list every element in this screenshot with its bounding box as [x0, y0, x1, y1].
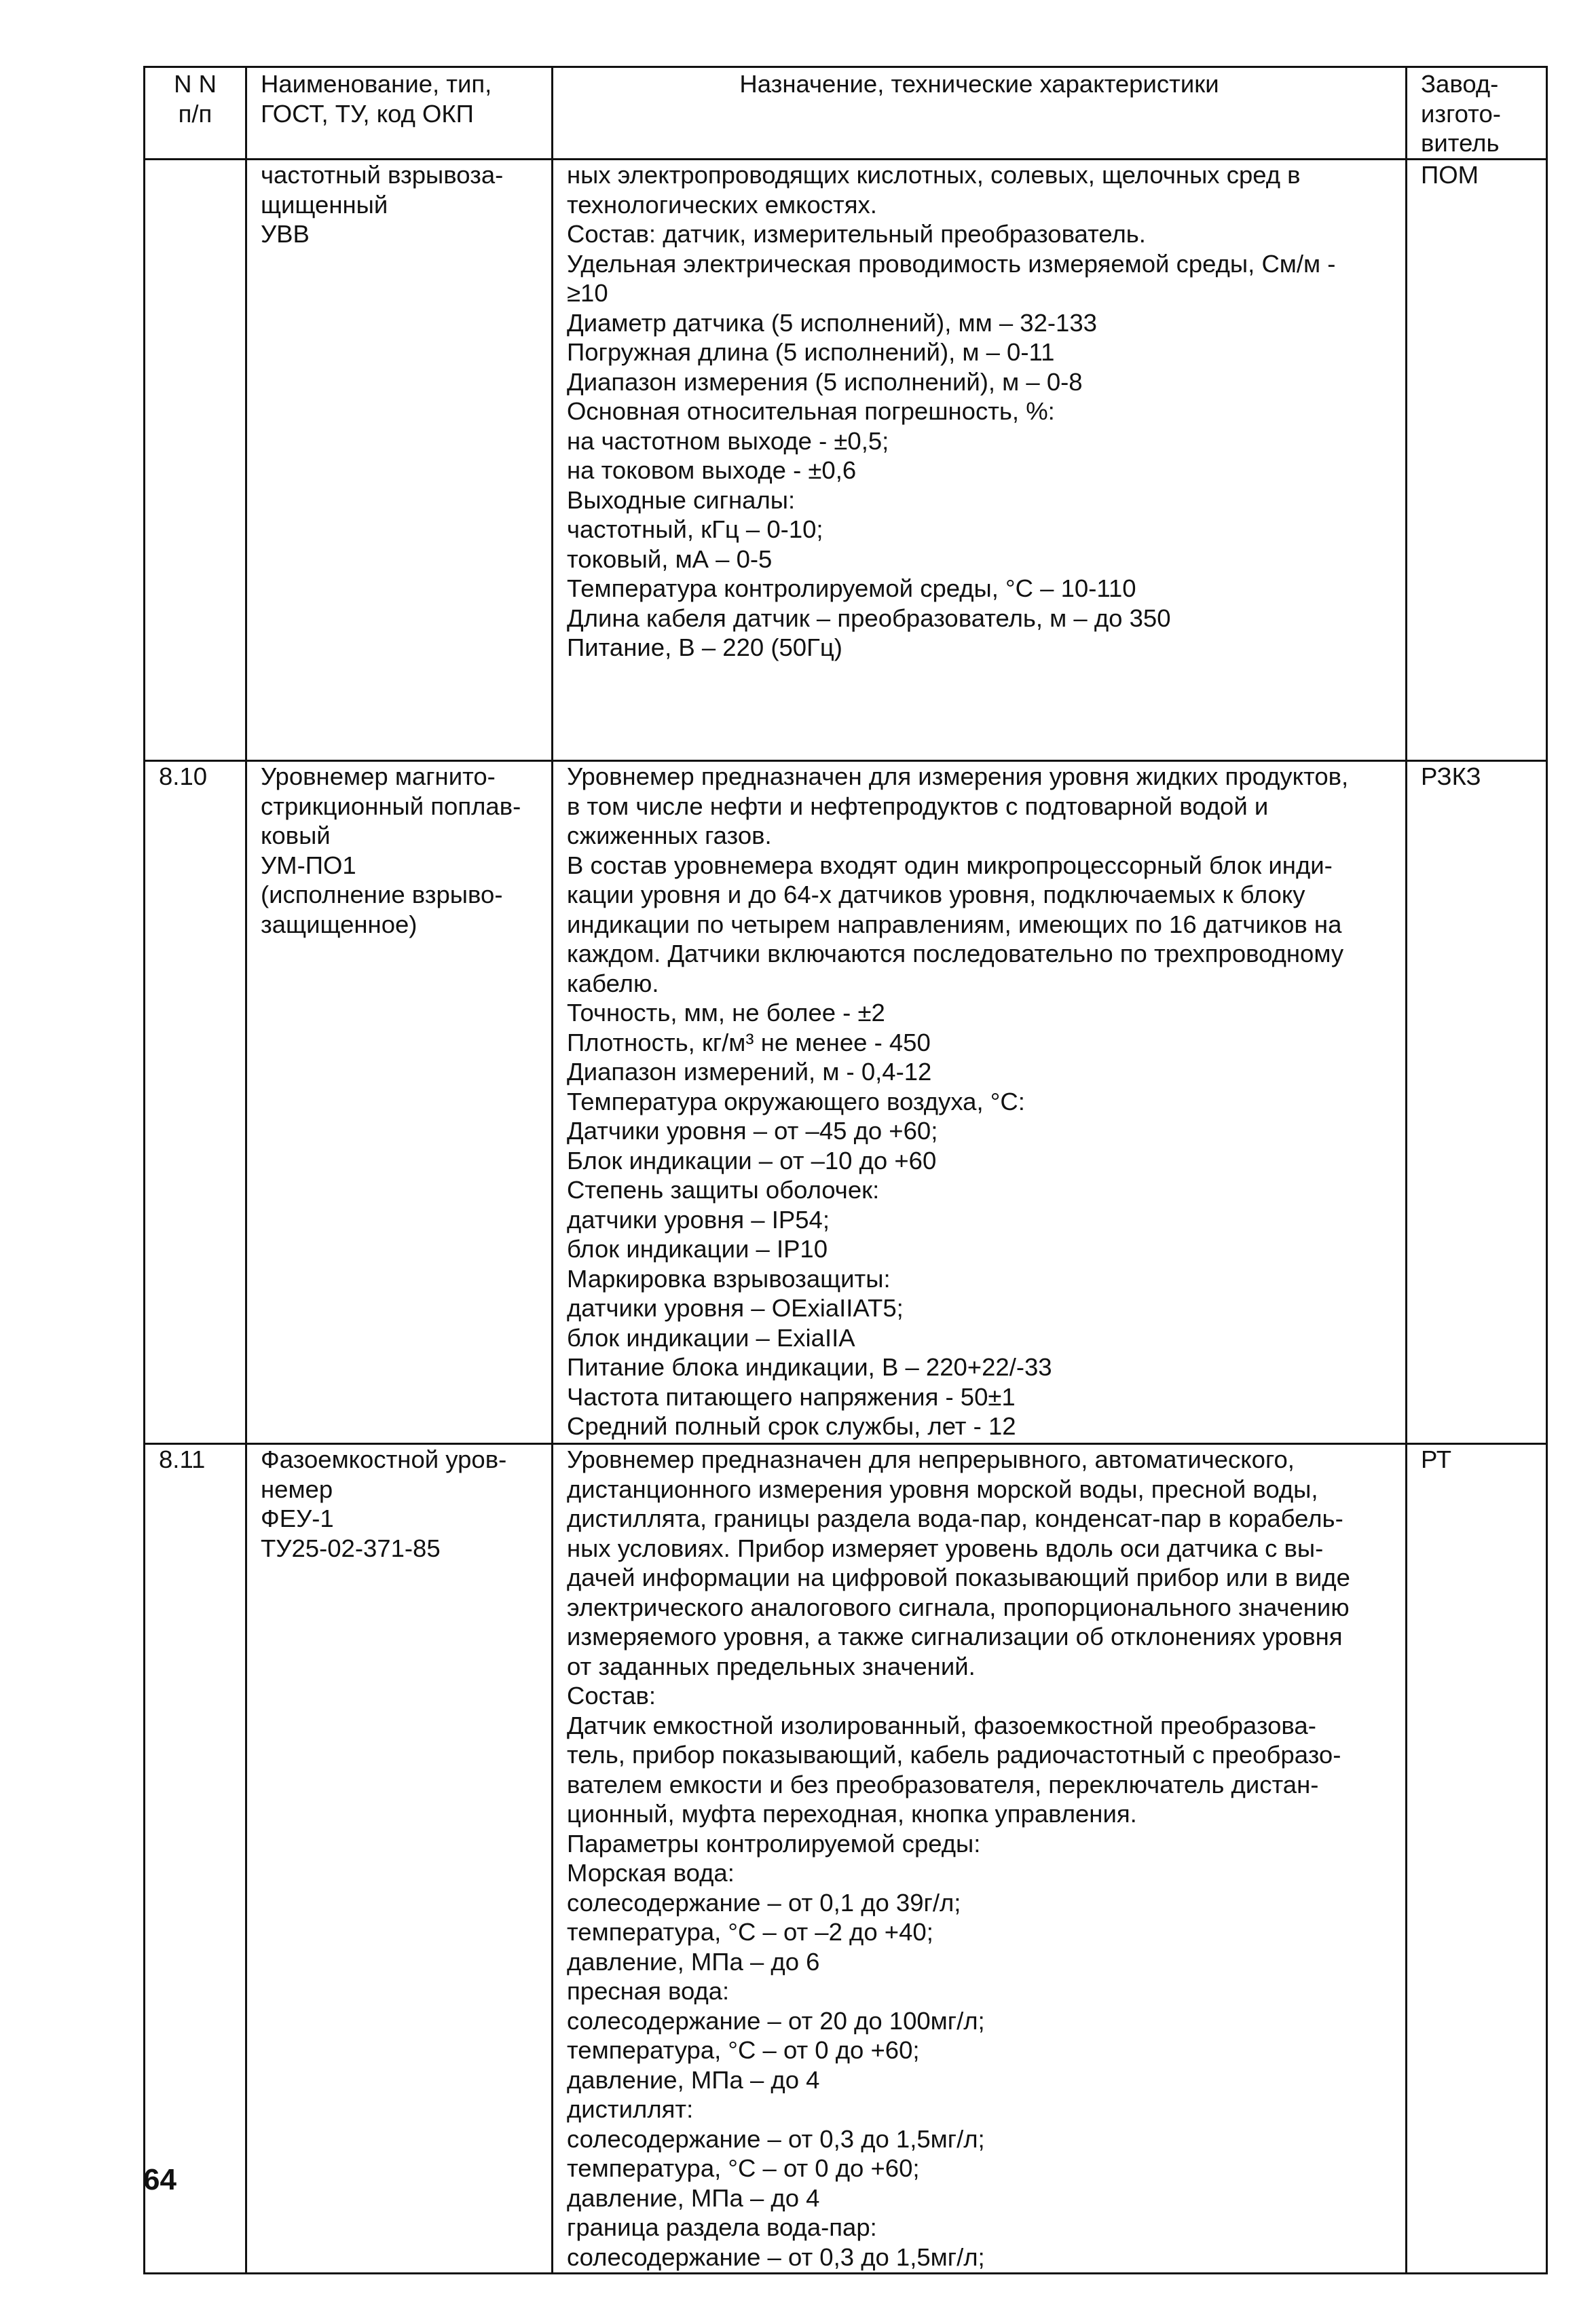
header-number [145, 67, 246, 160]
row-name-cell [246, 160, 553, 761]
text-line: от заданных предельных значений. [567, 1652, 976, 1680]
text-line: РЗКЗ [1421, 762, 1481, 790]
text-line: Состав: датчик, измерительный преобразователь. [567, 220, 1146, 248]
text-line: защищенное) [261, 910, 417, 938]
header-manufacturer [1407, 67, 1547, 160]
text-line: Параметры контролируемой среды: [567, 1829, 981, 1858]
text-line: Диапазон измерения (5 исполнений), м – 0-8 [567, 367, 1083, 396]
text-line: РТ [1421, 1445, 1452, 1473]
row-name-cell [246, 1444, 553, 2274]
table-row [145, 761, 1547, 1444]
text-line: солесодержание – от 0,1 до 39г/л; [567, 1888, 961, 1917]
text-line: датчики уровня – IP54; [567, 1205, 830, 1234]
text-line: Питание, В – 220 (50Гц) [567, 633, 842, 661]
text-line: В состав уровнемера входят один микропроцессорный блок инди- [567, 851, 1333, 879]
text-line: ционный, муфта переходная, кнопка управления. [567, 1800, 1137, 1828]
text-line: ТУ25-02-371-85 [261, 1534, 441, 1562]
row-number-cell [145, 1444, 246, 2274]
page-number: 64 [143, 2163, 177, 2196]
text-line: давление, МПа – до 4 [567, 2183, 820, 2212]
text-line: измеряемого уровня, а также сигнализации об отклонениях уровня [567, 1623, 1343, 1650]
table-row [145, 160, 1547, 761]
text-line: датчики уровня – OExiaIIAT5; [567, 1294, 904, 1322]
text-line: кации уровня и до 64-х датчиков уровня, подключаемых к блоку [567, 881, 1305, 908]
text-line: ≥10 [567, 279, 608, 307]
header-characteristics [553, 67, 1407, 160]
text-line: дистиллята, границы раздела вода-пар, конденсат-пар в корабель- [567, 1505, 1343, 1532]
text-line: Фазоемкостной уров- [261, 1445, 507, 1473]
text-line: щищенный [261, 190, 388, 219]
row-characteristics-cell [553, 160, 1407, 761]
row-characteristics-cell [553, 761, 1407, 1444]
text-line: N N [174, 70, 217, 98]
text-line: температура, °С – от –2 до +40; [567, 1918, 933, 1946]
text-line: Завод- [1421, 70, 1499, 98]
text-line: индикации по четырем направлениям, имеющих по 16 датчиков на [567, 910, 1342, 938]
table-header-row [145, 67, 1547, 160]
text-line: п/п [178, 99, 212, 128]
text-line: ГОСТ, ТУ, код ОКП [261, 99, 474, 128]
equipment-spec-table [143, 66, 1548, 2274]
text-line: электрического аналогового сигнала, пропорционального значению [567, 1593, 1350, 1621]
text-line: Основная относительная погрешность, %: [567, 397, 1055, 425]
text-line: дачей информации на цифровой показывающий прибор или в виде [567, 1564, 1350, 1591]
text-line: изгото- [1421, 99, 1501, 128]
text-line: частотный взрывоза- [261, 161, 504, 189]
text-line: температура, °С – от 0 до +60; [567, 2036, 920, 2064]
text-line: давление, МПа – до 4 [567, 2065, 820, 2094]
text-line: Плотность, кг/м³ не менее - 450 [567, 1028, 931, 1056]
text-line: Температура контролируемой среды, °С – 10-110 [567, 574, 1136, 602]
text-line: УВВ [261, 220, 310, 248]
text-line: токовый, мА – 0-5 [567, 545, 773, 573]
text-line: Блок индикации – от –10 до +60 [567, 1146, 937, 1175]
text-line: (исполнение взрыво- [261, 881, 503, 908]
row-manufacturer-cell [1407, 160, 1547, 761]
row-number-cell [145, 160, 246, 761]
text-line: Температура окружающего воздуха, °С: [567, 1087, 1025, 1115]
text-line: пресная вода: [567, 1977, 730, 2005]
text-line: солесодержание – от 0,3 до 1,5мг/л; [567, 2124, 985, 2153]
text-line: Выходные сигналы: [567, 485, 796, 514]
text-line: ковый [261, 822, 331, 849]
row-number-cell [145, 761, 246, 1444]
text-line: Уровнемер предназначен для измерения уровня жидких продуктов, [567, 762, 1349, 790]
text-line: граница раздела вода-пар: [567, 2213, 877, 2241]
text-line: 8.11 [159, 1445, 206, 1473]
text-line: стрикционный поплав- [261, 792, 521, 820]
text-line: ных условиях. Прибор измеряет уровень вдоль оси датчика с вы- [567, 1534, 1324, 1562]
text-line: УМ-ПО1 [261, 851, 356, 879]
text-line: ФЕУ-1 [261, 1505, 334, 1532]
text-line: вателем емкости и без преобразователя, переключатель дистан- [567, 1770, 1319, 1798]
text-line: Точность, мм, не более - ±2 [567, 999, 885, 1027]
text-line: каждом. Датчики включаются последовательно по трехпроводному [567, 940, 1344, 967]
text-line: Длина кабеля датчик – преобразователь, м – до 350 [567, 604, 1171, 632]
text-line: сжиженных газов. [567, 822, 772, 849]
text-line: температура, °С – от 0 до +60; [567, 2154, 920, 2182]
text-line: Датчик емкостной изолированный, фазоемкостной преобразова- [567, 1711, 1316, 1739]
text-line: Состав: [567, 1682, 656, 1710]
text-line: солесодержание – от 0,3 до 1,5мг/л; [567, 2243, 985, 2271]
text-line: Морская вода: [567, 1859, 735, 1887]
table-row [145, 1444, 1547, 2274]
text-line: Степень защиты оболочек: [567, 1176, 880, 1204]
text-line: ных электропроводящих кислотных, солевых, щелочных сред в [567, 161, 1301, 189]
text-line: Питание блока индикации, В – 220+22/-33 [567, 1353, 1052, 1381]
row-characteristics-cell [553, 1444, 1407, 2274]
text-line: дистанционного измерения уровня морской воды, пресной воды, [567, 1475, 1318, 1503]
text-line: Диапазон измерений, м - 0,4-12 [567, 1058, 932, 1086]
text-line: на частотном выходе - ±0,5; [567, 426, 889, 455]
text-line: кабелю. [567, 969, 659, 997]
text-line: Удельная электрическая проводимость измеряемой среды, См/м - [567, 249, 1336, 278]
text-line: Средний полный срок службы, лет - 12 [567, 1412, 1016, 1440]
row-manufacturer-cell [1407, 761, 1547, 1444]
text-line: Наименование, тип, [261, 70, 492, 98]
text-line: витель [1421, 129, 1500, 157]
text-line: Погружная длина (5 исполнений), м – 0-11 [567, 338, 1055, 366]
text-line: солесодержание – от 20 до 100мг/л; [567, 2006, 985, 2035]
text-line: блок индикации – IP10 [567, 1235, 828, 1263]
row-manufacturer-cell [1407, 1444, 1547, 2274]
text-line: на токовом выходе - ±0,6 [567, 456, 857, 484]
text-line: тель, прибор показывающий, кабель радиочастотный с преобразо- [567, 1741, 1341, 1769]
text-line: Уровнемер магнито- [261, 762, 496, 790]
text-line: дистиллят: [567, 2095, 694, 2123]
text-line: Датчики уровня – от –45 до +60; [567, 1117, 938, 1145]
text-line: Назначение, технические характеристики [739, 70, 1219, 98]
header-name [246, 67, 553, 160]
text-line: ПОМ [1421, 161, 1479, 189]
text-line: в том числе нефти и нефтепродуктов с подтоварной водой и [567, 792, 1269, 820]
text-line: Диаметр датчика (5 исполнений), мм – 32-133 [567, 308, 1097, 337]
text-line: технологических емкостях. [567, 190, 877, 219]
text-line: давление, МПа – до 6 [567, 1947, 820, 1976]
text-line: 8.10 [159, 762, 208, 790]
text-line: частотный, кГц – 0-10; [567, 515, 823, 543]
text-line: блок индикации – ExiaIIA [567, 1323, 855, 1352]
text-line: Уровнемер предназначен для непрерывного, автоматического, [567, 1445, 1295, 1473]
text-line: Частота питающего напряжения - 50±1 [567, 1382, 1016, 1411]
text-line: немер [261, 1475, 333, 1503]
row-name-cell [246, 761, 553, 1444]
text-line: Маркировка взрывозащиты: [567, 1264, 891, 1293]
